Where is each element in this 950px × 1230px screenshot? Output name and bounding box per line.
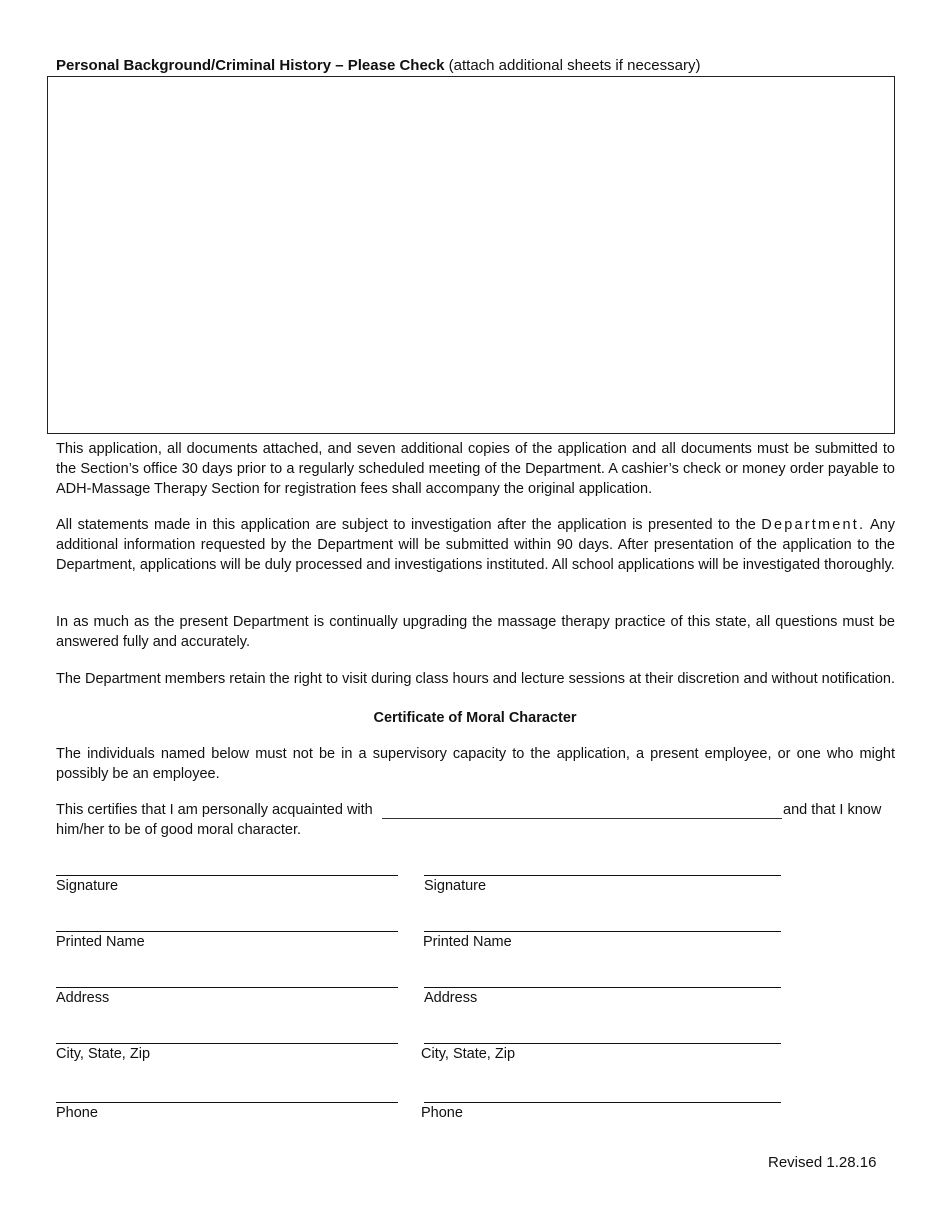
left-phone-label: Phone bbox=[56, 1105, 98, 1121]
history-heading-note: (attach additional sheets if necessary) bbox=[448, 57, 701, 74]
right-address-field[interactable] bbox=[424, 987, 781, 988]
left-city-state-zip-field[interactable] bbox=[56, 1043, 398, 1044]
certify-text-post: and that I know bbox=[783, 802, 882, 818]
visit-paragraph: The Department members retain the right to visit during class hours and lecture sessions at their discretion and without notification. bbox=[56, 671, 895, 687]
right-city-state-zip-field[interactable] bbox=[424, 1043, 781, 1044]
right-printed-name-field[interactable] bbox=[424, 931, 781, 932]
acquainted-name-field[interactable] bbox=[382, 818, 782, 819]
certify-text-cont: him/her to be of good moral character. bbox=[56, 822, 302, 838]
left-city-state-zip-label: City, State, Zip bbox=[56, 1046, 151, 1062]
revision-date: Revised 1.28.16 bbox=[768, 1154, 877, 1171]
accuracy-paragraph: In as much as the present Department is continually upgrading the massage therapy practice of this state, all questions must be answered fully and accurately. bbox=[56, 614, 895, 650]
left-signature-field[interactable] bbox=[56, 875, 398, 876]
certify-text-pre: This certifies that I am personally acquainted with bbox=[56, 802, 373, 818]
left-address-label: Address bbox=[56, 990, 110, 1006]
left-signature-label: Signature bbox=[56, 878, 119, 894]
right-signature-field[interactable] bbox=[424, 875, 781, 876]
history-heading-bold: Personal Background/Criminal History – Please Check bbox=[56, 57, 445, 74]
right-phone-label: Phone bbox=[421, 1105, 463, 1121]
history-heading bbox=[56, 57, 700, 74]
submission-paragraph: This application, all documents attached, and seven additional copies of the application and all documents must be submitted to the Section’s office 30 days prior to a regularly scheduled meeting of the Department. A cashier’s check or money order payable to ADH-Massage Therapy Section for registration fees shall accompany the original application. bbox=[56, 441, 895, 497]
left-phone-field[interactable] bbox=[56, 1102, 398, 1103]
investigation-paragraph bbox=[56, 515, 895, 575]
right-address-label: Address bbox=[424, 990, 478, 1006]
right-signature-label: Signature bbox=[424, 878, 487, 894]
certificate-title: Certificate of Moral Character bbox=[373, 710, 577, 726]
certificate-intro: The individuals named below must not be in a supervisory capacity to the application, a present employee, or one who might possibly be an employee. bbox=[56, 746, 895, 782]
investigation-text-start: All statements made in this application are subject to investigation after the application is presented to the bbox=[56, 517, 756, 533]
right-phone-field[interactable] bbox=[424, 1102, 781, 1103]
right-city-state-zip-label: City, State, Zip bbox=[421, 1046, 516, 1062]
right-printed-name-label: Printed Name bbox=[423, 934, 512, 950]
left-printed-name-field[interactable] bbox=[56, 931, 398, 932]
left-address-field[interactable] bbox=[56, 987, 398, 988]
department-word: Department. bbox=[761, 517, 866, 533]
investigation-text-rest: Any additional information requested by the Department will be submitted within 90 days. After presentation of the application to the Department, applications will be duly processed and investigations instituted. All school applications will be investigated thoroughly. bbox=[56, 517, 895, 573]
criminal-history-textarea[interactable] bbox=[47, 76, 895, 434]
left-printed-name-label: Printed Name bbox=[56, 934, 145, 950]
